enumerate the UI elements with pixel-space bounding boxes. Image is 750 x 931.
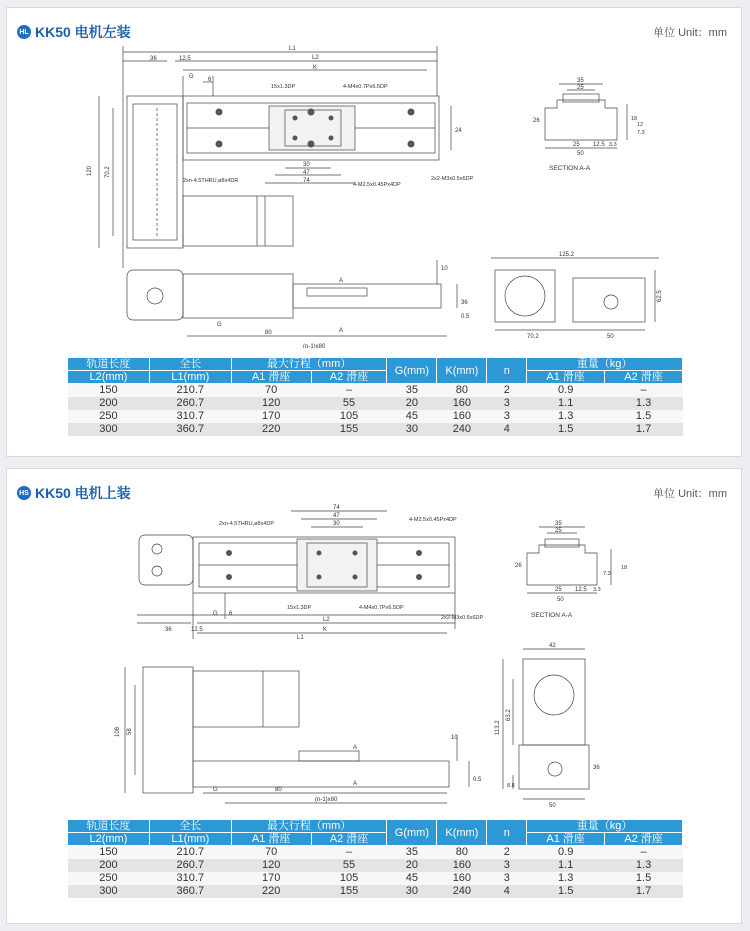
sec-dim-25: 25 [555,528,562,534]
front-dim-0-5: 0.5 [461,314,470,320]
sec-dim-26: 26 [515,563,522,569]
front-dim-10: 10 [451,735,458,741]
table-cell: 0.9 [527,846,605,860]
table-cell: 70 [231,846,311,860]
table-cell: 210.7 [149,846,231,860]
table-cell: 300 [68,423,150,436]
sec-dim-12-5: 12.5 [593,142,605,148]
table-cell: 220 [231,423,311,436]
table-cell: 30 [387,885,437,898]
table-cell: 160 [437,397,487,410]
callout-2: 4-M2.5x0.45Px4DP [409,517,457,523]
dim-6: 6 [208,77,212,83]
table-cell: 4 [487,885,527,898]
sec-dim-25: 25 [577,85,584,91]
hs-badge: HS [17,486,31,500]
dim-24: 24 [455,128,462,134]
th-k: K(mm) [437,358,487,384]
front-dim-80: 80 [265,330,272,336]
table-cell: 260.7 [149,397,231,410]
dim-l2: L2 [312,55,319,61]
table-cell: 1.5 [605,872,683,885]
dim-l1: L1 [297,635,304,641]
table-cell: 80 [437,384,487,398]
front-a-bottom: A [339,328,344,334]
end-dim-70-2: 70.2 [527,334,539,340]
spec-table [67,357,683,436]
callout-2: 4-M4x0.7Px6.5DP [343,84,388,90]
table-cell: 2 [487,846,527,860]
dim-g: G [189,74,194,80]
dim-30: 30 [333,521,340,527]
table-row [68,872,683,885]
callout-4: 4-M4x0.7Px6.5DP [359,605,404,611]
th-k: K(mm) [437,820,487,846]
table-cell: 20 [387,397,437,410]
table-cell: 250 [68,872,150,885]
table-cell: 200 [68,397,150,410]
side-dim-108: 108 [115,726,121,737]
dim-70-2: 70.2 [105,166,111,178]
front-dim-nx80: (n-1)x80 [315,797,338,803]
table-cell: 0.9 [527,384,605,398]
table-cell: 160 [437,410,487,423]
sec-dim-18: 18 [631,116,638,122]
th-full-length-sub: L1(mm) [149,833,231,846]
front-dim-nx80: (n-1)x80 [303,344,326,348]
table-cell: 1.3 [605,397,683,410]
sec-dim-7-3: 7.3 [603,571,611,577]
table-cell: 1.3 [605,859,683,872]
table-cell: 210.7 [149,384,231,398]
th-w-a1: A1 滑座 [527,833,605,846]
table-row [68,846,683,860]
callout-5: 2x2-M3x0.5x6DP [441,615,484,621]
dim-36: 36 [150,56,157,62]
section-label: SECTION A-A [549,165,591,172]
table-cell: 310.7 [149,872,231,885]
unit-label: 单位 Unit：mm [653,488,727,500]
table-row [68,410,683,423]
unit-label: 单位 Unit：mm [653,27,727,39]
table-row [68,859,683,872]
dim-12-5: 12.5 [191,627,203,633]
table-cell: 1.7 [605,423,683,436]
end-dim-113-2: 113.2 [495,720,501,735]
table-cell: 35 [387,846,437,860]
front-a-top: A [353,745,358,751]
table-cell: 55 [311,397,387,410]
end-dim-50: 50 [607,334,614,340]
th-full-length: 全长 [149,820,231,833]
sec-dim-50: 50 [557,597,564,603]
table-cell: 240 [437,885,487,898]
panel-motor-top [6,468,742,924]
th-a1: A1 滑座 [231,371,311,384]
table-cell: 1.3 [527,410,605,423]
sec-dim-25b: 25 [573,142,580,148]
th-n: n [487,358,527,384]
sec-dim-3-3: 3.3 [609,142,617,148]
dim-120: 120 [87,165,93,176]
dim-36: 36 [165,627,172,633]
panel-title: KK50 电机左装 [35,24,131,40]
th-full-length-sub: L1(mm) [149,371,231,384]
dim-k: K [323,627,328,633]
th-g: G(mm) [387,820,437,846]
front-dim-g: G [213,787,218,793]
table-cell: 310.7 [149,410,231,423]
dim-k: K [313,65,318,71]
table-cell: 3 [487,410,527,423]
callout-3: 15x1.3DP [287,605,312,611]
drawing-motor-top [7,469,743,814]
table-cell: – [605,846,683,860]
table-cell: – [311,384,387,398]
table-cell: 3 [487,397,527,410]
th-a1: A1 滑座 [231,833,311,846]
table-cell: 70 [231,384,311,398]
table-row [68,423,683,436]
th-w-a2: A2 滑座 [605,833,683,846]
dim-g: G [213,611,218,617]
front-dim-g: G [217,322,222,328]
end-dim-50: 50 [549,803,556,809]
th-max-stroke: 最大行程（mm） [231,358,387,371]
th-weight: 重量（kg） [527,820,683,833]
front-dim-10: 10 [441,266,448,272]
end-dim-62-5: 62.5 [657,290,663,302]
table-cell: – [311,846,387,860]
dim-74: 74 [333,505,340,511]
sec-dim-7-3: 7.3 [637,130,645,136]
table-row [68,885,683,898]
table-cell: 120 [231,397,311,410]
th-full-length: 全长 [149,358,231,371]
dim-30: 30 [303,162,310,168]
th-rail-length-sub: L2(mm) [68,371,150,384]
table-cell: 4 [487,423,527,436]
callout-5: 2x2-M3x0.5x6DP [431,176,474,182]
end-dim-8-8: 8.8 [507,783,515,789]
callout-3: 2xn-4.5THRU,ø8x4DR [183,178,239,184]
table-cell: 200 [68,859,150,872]
table-cell: 105 [311,872,387,885]
drawing-motor-left [7,8,743,348]
table-cell: 20 [387,859,437,872]
sec-dim-35: 35 [555,521,562,527]
th-n: n [487,820,527,846]
th-rail-length: 轨道长度 [68,820,150,833]
sec-dim-25b: 25 [555,587,562,593]
table-cell: 1.5 [605,410,683,423]
dim-12-5: 12.5 [179,56,191,62]
front-a-top: A [339,278,344,284]
front-dim-0-5: 0.5 [473,777,482,783]
th-a2: A2 滑座 [311,371,387,384]
table-cell: 105 [311,410,387,423]
th-w-a2: A2 滑座 [605,371,683,384]
front-dim-80: 80 [275,787,282,793]
table-cell: 300 [68,885,150,898]
end-dim-36: 36 [593,765,600,771]
dim-6: 6 [229,611,233,617]
table-cell: 35 [387,384,437,398]
table-cell: 170 [231,410,311,423]
table-cell: 1.5 [527,885,605,898]
table-cell: 155 [311,423,387,436]
table-cell: 80 [437,846,487,860]
panel-title: KK50 电机上装 [35,485,131,501]
th-weight: 重量（kg） [527,358,683,371]
th-a2: A2 滑座 [311,833,387,846]
dim-l2: L2 [323,617,330,623]
dim-47: 47 [333,513,340,519]
table-cell: – [605,384,683,398]
th-g: G(mm) [387,358,437,384]
table-cell: 170 [231,872,311,885]
table-row [68,397,683,410]
spec-table [67,819,683,898]
callout-1: 15x1.3DP [271,84,296,90]
sec-dim-50: 50 [577,151,584,157]
front-dim-36: 36 [461,300,468,306]
table-cell: 55 [311,859,387,872]
sec-dim-26: 26 [533,118,540,124]
table-cell: 1.7 [605,885,683,898]
sec-dim-12-5: 12.5 [575,587,587,593]
table-cell: 45 [387,410,437,423]
table-cell: 160 [437,872,487,885]
th-w-a1: A1 滑座 [527,371,605,384]
table-cell: 3 [487,872,527,885]
table-cell: 220 [231,885,311,898]
table-cell: 150 [68,384,150,398]
table-cell: 1.3 [527,872,605,885]
callout-1: 2xn-4.5THRU,ø8x4DP [219,521,275,527]
side-dim-58: 58 [127,728,133,735]
th-rail-length-sub: L2(mm) [68,833,150,846]
table-cell: 1.1 [527,397,605,410]
end-dim-42: 42 [549,643,556,649]
table-cell: 45 [387,872,437,885]
panel-motor-left [6,7,742,457]
table-cell: 155 [311,885,387,898]
sec-dim-18: 18 [621,565,628,571]
table-row [68,384,683,398]
sec-dim-35: 35 [577,78,584,84]
table-cell: 1.1 [527,859,605,872]
th-max-stroke: 最大行程（mm） [231,820,387,833]
table-cell: 3 [487,859,527,872]
table-cell: 360.7 [149,423,231,436]
dim-l1: L1 [289,46,296,52]
table-cell: 160 [437,859,487,872]
table-cell: 250 [68,410,150,423]
end-dim-63-2: 63.2 [506,709,512,721]
table-cell: 120 [231,859,311,872]
dim-47: 47 [303,170,310,176]
table-cell: 360.7 [149,885,231,898]
front-a-bottom: A [353,781,358,787]
table-cell: 240 [437,423,487,436]
callout-4: 4-M2.5x0.45Px4DP [353,182,401,188]
table-cell: 30 [387,423,437,436]
end-dim-125-2: 125.2 [559,252,575,258]
table-cell: 2 [487,384,527,398]
section-label: SECTION A-A [531,612,573,619]
table-cell: 1.5 [527,423,605,436]
dim-74: 74 [303,178,310,184]
table-cell: 150 [68,846,150,860]
sec-dim-3-3: 3.3 [593,587,601,593]
hl-badge: HL [17,25,31,39]
sec-dim-12: 12 [637,122,644,128]
table-cell: 260.7 [149,859,231,872]
th-rail-length: 轨道长度 [68,358,150,371]
